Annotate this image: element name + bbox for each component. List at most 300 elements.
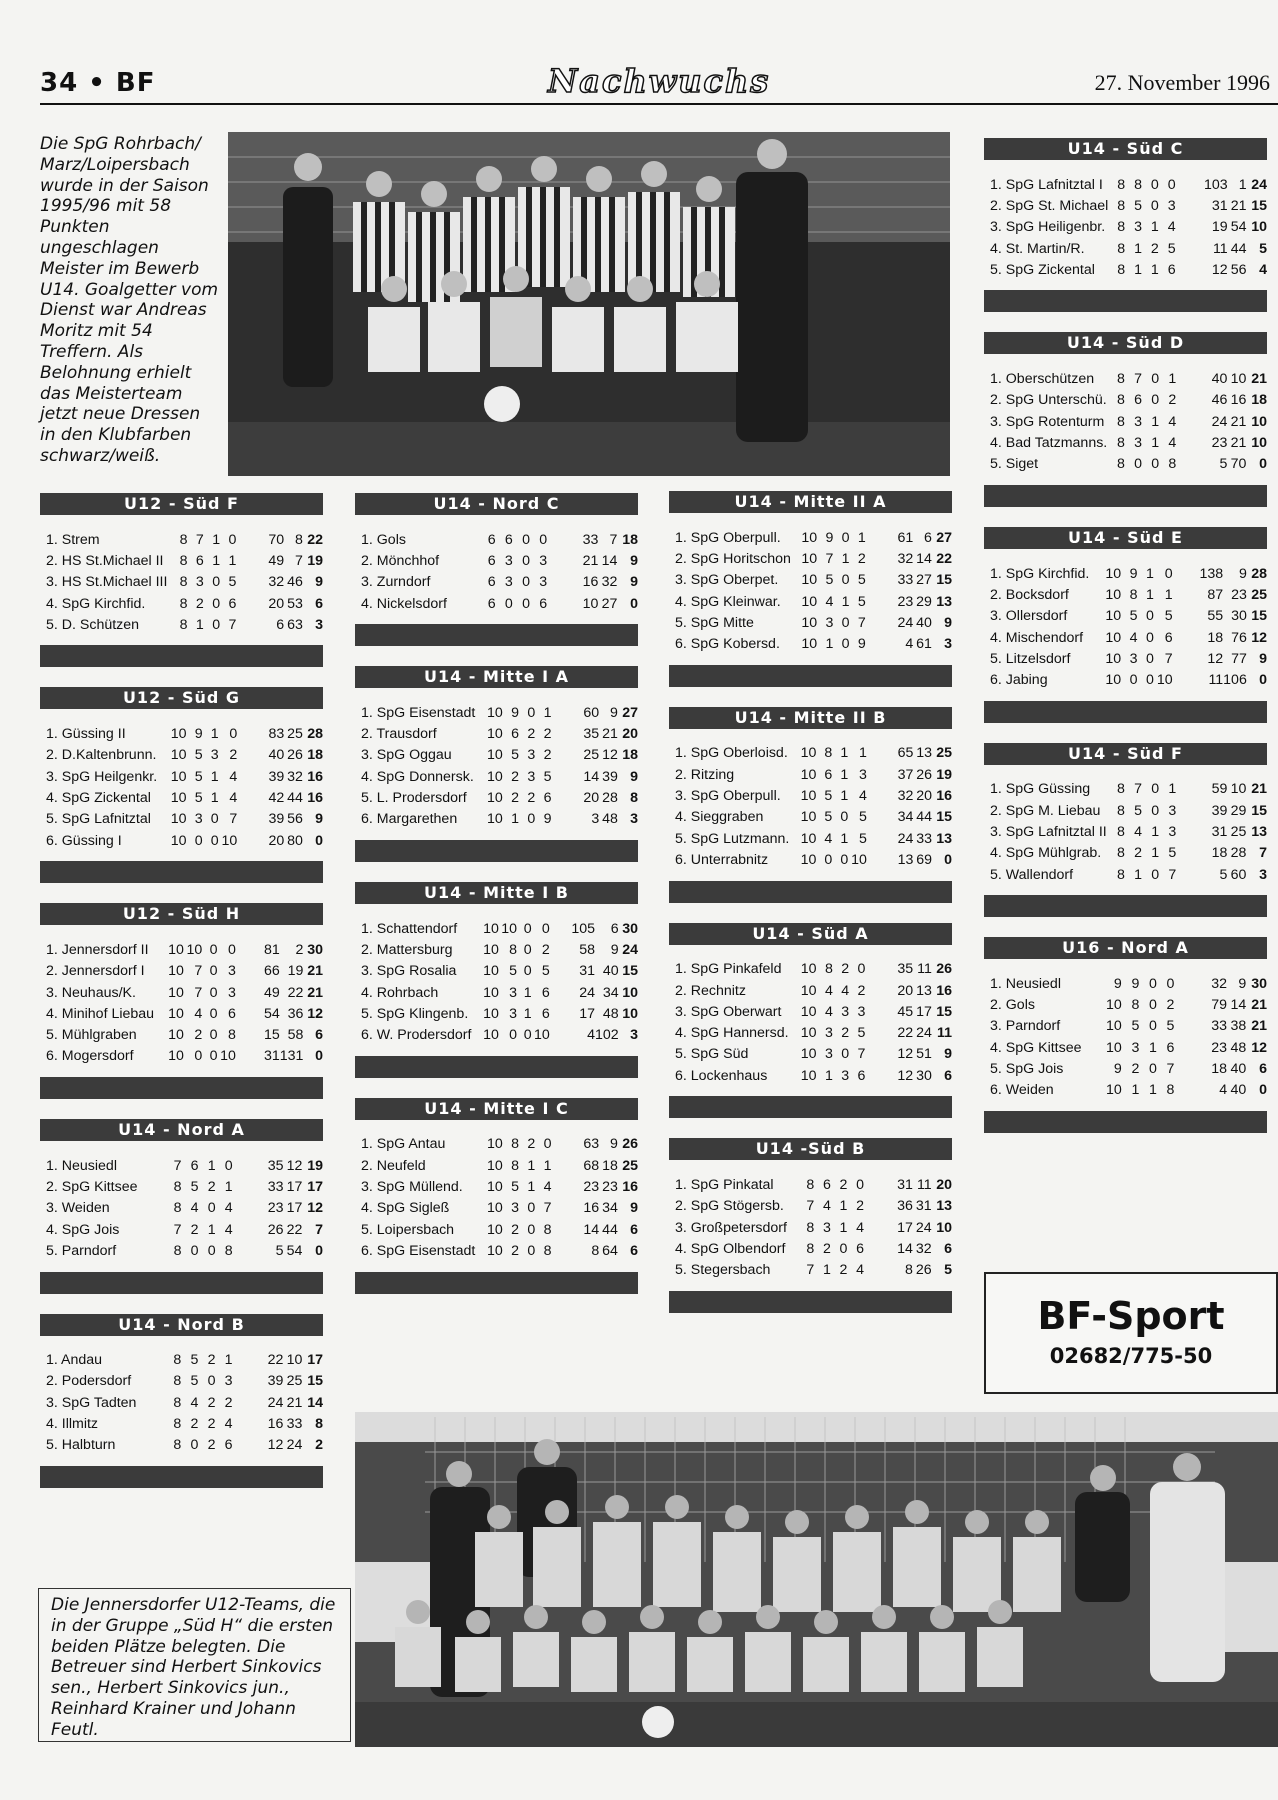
points-cell: 6 [1259,1061,1267,1078]
team-cell: 4. SpG Olbendorf [675,1240,786,1257]
table-row [990,779,1267,800]
goals-against-cell: 32 [915,1240,932,1257]
won-cell: 6 [824,766,833,783]
played-cell: 8 [179,595,188,612]
draw-cell: 2 [527,1136,536,1153]
ad-title: BF-Sport [1037,1294,1225,1338]
goals-for-cell: 3 [591,811,600,828]
table-row [46,723,323,744]
goals-for-cell: 16 [582,574,599,591]
lost-cell: 6 [543,790,552,807]
goals-against-cell: 25 [286,1373,303,1390]
goals-for-cell: 58 [579,941,595,958]
played-cell: 10 [486,1221,503,1238]
goals-against-cell: 30 [1231,608,1247,625]
draw-cell: 1 [1150,261,1159,278]
table-row [361,529,638,550]
goals-for-cell: 8 [905,1262,913,1279]
team-cell: 4. SpG Kleinwar. [675,593,781,610]
lost-cell: 10 [534,1027,550,1044]
goals-against-cell: 23 [1231,586,1247,603]
points-cell: 18 [622,747,638,764]
standings-rows [675,1174,952,1280]
goals-against-cell: 21 [602,726,618,743]
points-cell: 9 [944,614,952,631]
team-cell: 4. SpG Kittsee [990,1039,1082,1056]
goals-for-cell: 70 [268,531,285,548]
goals-for-cell: 33 [582,531,599,548]
points-cell: 12 [1251,629,1267,646]
won-cell: 9 [1131,975,1140,992]
draw-cell: 0 [1146,650,1154,667]
points-cell: 16 [936,982,952,999]
goals-against-cell: 12 [602,747,618,764]
played-cell: 10 [168,941,184,958]
table-row [990,669,1267,690]
played-cell: 8 [173,1200,182,1217]
table-row [990,238,1267,259]
goals-for-cell: 32 [897,788,914,805]
points-cell: 0 [1259,672,1267,689]
played-cell: 10 [483,941,499,958]
lost-cell: 0 [857,961,866,978]
team-cell: 1. SpG Güssing [990,781,1091,798]
played-cell: 10 [1106,1082,1122,1099]
team-cell: 4. SpG Donnersk. [361,768,474,785]
played-cell: 10 [170,832,187,849]
team-cell: 3. SpG Oberpet. [675,572,779,589]
table-row [46,1046,323,1067]
goals-for-cell: 34 [897,809,914,826]
goals-against-cell: 64 [602,1242,618,1259]
won-cell: 0 [504,595,513,612]
played-cell: 10 [486,811,503,828]
points-cell: 30 [1251,975,1267,992]
won-cell: 5 [194,790,203,807]
lost-cell: 7 [857,1046,866,1063]
points-cell: 4 [1259,261,1267,278]
standings-table [984,527,1267,723]
goals-for-cell: 40 [268,747,285,764]
standings-table [40,493,323,667]
lost-cell: 5 [541,963,550,980]
table-row [361,550,638,571]
page-number: 34 • BF [40,68,156,98]
draw-cell: 0 [841,636,850,653]
won-cell: 7 [194,963,203,980]
goals-against-cell: 12 [286,1157,303,1174]
photo2-caption [38,1588,351,1742]
goals-against-cell: 24 [915,1219,932,1236]
team-cell: 5. D. Schützen [46,616,140,633]
standings-rows [990,779,1267,885]
points-cell: 6 [315,1027,323,1044]
played-cell: 6 [487,552,496,569]
table-row [361,1024,638,1045]
goals-against-cell: 17 [286,1178,303,1195]
points-cell: 16 [307,790,323,807]
points-cell: 21 [307,963,323,980]
table-row [675,1196,952,1217]
goals-against-cell: 26 [915,1262,932,1279]
played-cell: 10 [486,1157,503,1174]
points-cell: 9 [315,574,323,591]
table-divider-bar [355,624,638,646]
lost-cell: 10 [851,851,867,868]
won-cell: 3 [824,1046,833,1063]
goals-against-cell: 60 [1230,866,1247,883]
draw-cell: 0 [522,531,530,548]
standings-rows [361,1134,638,1262]
points-cell: 24 [622,941,638,958]
lost-cell: 0 [539,531,548,548]
goals-against-cell: 70 [1230,456,1247,473]
lost-cell: 2 [541,941,550,958]
won-cell: 4 [1129,629,1138,646]
points-cell: 25 [936,745,952,762]
table-row [46,982,323,1003]
points-cell: 26 [936,961,952,978]
won-cell: 3 [1134,219,1142,236]
goals-against-cell: 14 [601,552,618,569]
goals-for-cell: 26 [267,1221,284,1238]
table-row [361,1003,638,1024]
played-cell: 10 [800,1003,817,1020]
team-cell: 1. SpG Oberloisd. [675,745,788,762]
points-cell: 15 [936,1003,952,1020]
draw-cell: 0 [527,1221,536,1238]
standings-column-1 [40,493,323,1508]
goals-for-cell: 23 [897,593,914,610]
goals-against-cell: 33 [916,830,932,847]
standings-table [669,707,952,903]
table-row [990,368,1267,389]
team-cell: 3. Parndorf [990,1018,1061,1035]
draw-cell: 0 [212,616,221,633]
points-cell: 16 [307,768,323,785]
played-cell: 10 [168,1027,184,1044]
played-cell: 10 [486,726,503,743]
standings-rows [990,973,1267,1101]
lost-cell: 1 [1168,371,1177,388]
points-cell: 18 [1251,392,1267,409]
goals-against-cell: 6 [924,529,932,546]
draw-cell: 0 [1148,1018,1157,1035]
table-row [990,1080,1267,1101]
goals-for-cell: 20 [583,790,600,807]
lost-cell: 4 [229,768,238,785]
won-cell: 2 [511,790,520,807]
goals-against-cell: 36 [287,1005,304,1022]
standings-title: U14 - Mitte I C [355,1098,638,1120]
team-cell: 1. Schattendorf [361,920,458,937]
goals-against-cell: 18 [602,1157,618,1174]
table-row [990,390,1267,411]
won-cell: 2 [1134,845,1142,862]
won-cell: 4 [194,1005,203,1022]
table-row [675,570,952,591]
lost-cell: 4 [224,1221,233,1238]
draw-cell: 0 [527,1242,536,1259]
team-cell: 2. Mattersburg [361,941,453,958]
won-cell: 8 [824,745,833,762]
draw-cell: 1 [1151,845,1160,862]
standings-table [984,743,1267,917]
lost-cell: 1 [858,745,867,762]
lost-cell: 0 [856,1176,864,1193]
played-cell: 8 [1117,197,1126,214]
won-cell: 3 [1134,413,1143,430]
won-cell: 3 [824,1025,833,1042]
points-cell: 10 [1251,413,1267,430]
team-cell: 4. Minihof Liebau [46,1005,155,1022]
table-row [990,973,1267,994]
team-cell: 2. Gols [990,997,1035,1014]
team-cell: 1. Neusiedl [990,975,1061,992]
draw-cell: 3 [841,1003,850,1020]
lost-cell: 8 [227,1027,236,1044]
team-cell: 6. Weiden [990,1082,1054,1099]
goals-against-cell: 23 [602,1178,618,1195]
played-cell: 10 [170,790,187,807]
points-cell: 6 [944,1067,952,1084]
lost-cell: 2 [857,550,866,567]
played-cell: 10 [801,550,818,567]
won-cell: 3 [822,1219,831,1236]
lost-cell: 4 [856,1262,864,1279]
lost-cell: 4 [858,788,867,805]
draw-cell: 2 [207,1437,216,1454]
team-cell: 4. Mischendorf [990,629,1084,646]
lost-cell: 7 [857,614,866,631]
lost-cell: 2 [543,747,552,764]
played-cell: 6 [487,574,496,591]
lost-cell: 0 [543,1136,552,1153]
points-cell: 10 [1251,435,1267,452]
draw-cell: 1 [840,830,849,847]
goals-against-cell: 48 [1230,1039,1247,1056]
played-cell: 10 [170,747,187,764]
lost-cell: 0 [227,941,236,958]
goals-against-cell: 11 [917,961,932,978]
points-cell: 20 [622,726,638,743]
won-cell: 9 [1129,565,1138,582]
points-cell: 9 [630,768,638,785]
photo2-caption-text: Die Jennersdorfer U12-Teams, die in der Gruppe „Süd H“ die ersten beiden Plätze belegten. Die Betreuer sind Herbert Sinkovics sen., Herbert Sinkovics jun., Reinhard Krainer und Johann Feutl. [51,1595,336,1740]
points-cell: 12 [307,1005,323,1022]
goals-against-cell: 29 [1230,802,1247,819]
played-cell: 10 [486,1178,503,1195]
lost-cell: 8 [543,1221,552,1238]
goals-against-cell: 20 [916,788,932,805]
points-cell: 17 [307,1178,323,1195]
goals-for-cell: 23 [1211,435,1228,452]
team-cell: 3. Weiden [46,1200,110,1217]
lost-cell: 4 [224,1200,233,1217]
played-cell: 8 [173,1373,182,1390]
goals-for-cell: 5 [1219,866,1228,883]
goals-against-cell: 10 [286,1352,303,1369]
draw-cell: 0 [1148,975,1157,992]
draw-cell: 2 [207,1352,216,1369]
played-cell: 10 [483,963,499,980]
goals-against-cell: 51 [916,1046,932,1063]
played-cell: 8 [1117,261,1126,278]
team-cell: 3. SpG Lafnitztal II [990,823,1107,840]
table-divider-bar [40,1466,323,1488]
goals-against-cell: 24 [916,1025,932,1042]
won-cell: 6 [504,531,513,548]
table-row [990,584,1267,605]
goals-for-cell: 21 [582,552,599,569]
won-cell: 1 [1134,240,1142,257]
team-cell: 5. Siget [990,456,1039,473]
played-cell: 10 [1105,629,1122,646]
lost-cell: 5 [543,768,552,785]
lost-cell: 5 [857,1025,866,1042]
goals-against-cell: 44 [287,790,303,807]
draw-cell: 1 [840,745,849,762]
won-cell: 8 [511,1157,520,1174]
goals-for-cell: 24 [897,830,914,847]
goals-for-cell: 4 [587,1027,595,1044]
standings-title: U14 - Mitte I B [355,882,638,904]
won-cell: 0 [190,1242,199,1259]
played-cell: 10 [801,529,818,546]
points-cell: 16 [936,788,952,805]
won-cell: 3 [825,614,834,631]
team-cell: 4. SpG Hannersd. [675,1025,789,1042]
draw-cell: 1 [839,1219,848,1236]
won-cell: 7 [825,550,834,567]
team-cell: 3. SpG Oberwart [675,1003,782,1020]
standings-rows [990,368,1267,474]
won-cell: 1 [195,616,204,633]
played-cell: 10 [801,614,818,631]
draw-cell: 1 [1146,565,1154,582]
lost-cell: 6 [856,1240,864,1257]
goals-against-cell: 44 [1230,240,1247,257]
goals-against-cell: 2 [295,941,304,958]
goals-against-cell: 31 [915,1198,932,1215]
won-cell: 1 [1134,261,1142,278]
goals-for-cell: 11 [1212,240,1228,257]
lost-cell: 1 [1168,781,1177,798]
goals-against-cell: 25 [287,726,303,743]
goals-for-cell: 35 [897,961,914,978]
played-cell: 8 [173,1394,182,1411]
won-cell: 1 [1134,866,1142,883]
goals-for-cell: 42 [268,790,285,807]
bf-sport-ad [984,1272,1278,1394]
team-cell: 6. Lockenhaus [675,1067,768,1084]
standings-title: U14 - Nord C [355,493,638,515]
won-cell: 4 [190,1200,199,1217]
played-cell: 10 [800,830,817,847]
won-cell: 1 [824,1067,833,1084]
goals-for-cell: 35 [267,1157,284,1174]
team-cell: 5. Wallendorf [990,866,1074,883]
table-divider-bar [984,1111,1267,1133]
goals-for-cell: 138 [1199,565,1224,582]
lost-cell: 7 [1166,1061,1175,1078]
table-row [46,1413,323,1434]
played-cell: 10 [170,811,187,828]
goals-for-cell: 11 [1208,672,1224,689]
draw-cell: 0 [212,595,221,612]
goals-for-cell: 25 [583,747,600,764]
table-row [675,764,952,785]
points-cell: 19 [307,552,323,569]
table-row [361,572,638,593]
points-cell: 12 [1251,1039,1267,1056]
points-cell: 19 [307,1157,323,1174]
won-cell: 5 [509,963,517,980]
points-cell: 13 [936,1198,952,1215]
won-cell: 6 [511,726,520,743]
standings-table [669,923,952,1119]
team-cell: 4. St. Martin/R. [990,240,1085,257]
played-cell: 8 [806,1240,815,1257]
points-cell: 15 [307,1373,323,1390]
table-row [675,980,952,1001]
team-cell: 5. Mühlgraben [46,1027,137,1044]
standings-table [40,687,323,883]
team-cell: 1. SpG Oberpull. [675,529,781,546]
table-divider-bar [669,1291,952,1313]
table-row [990,800,1267,821]
lost-cell: 1 [857,529,866,546]
table-row [675,548,952,569]
won-cell: 4 [1134,823,1142,840]
table-row [46,809,323,830]
table-row [675,1001,952,1022]
won-cell: 5 [190,1178,199,1195]
goals-against-cell: 38 [1230,1018,1247,1035]
team-cell: 5. Parndorf [46,1242,117,1259]
table-row [990,195,1267,216]
table-row [46,1435,323,1456]
table-row [675,527,952,548]
table-row [46,1024,323,1045]
table-row [361,1134,638,1155]
draw-cell: 4 [841,982,850,999]
lost-cell: 6 [1166,1039,1175,1056]
team-cell: 6. Unterrabnitz [675,851,769,868]
won-cell: 5 [511,747,520,764]
points-cell: 27 [936,529,952,546]
draw-cell: 0 [1151,456,1160,473]
draw-cell: 0 [209,1027,218,1044]
lost-cell: 4 [1168,413,1177,430]
points-cell: 9 [630,552,638,569]
standings-table [984,937,1267,1133]
won-cell: 2 [194,1027,203,1044]
won-cell: 6 [190,1157,199,1174]
draw-cell: 1 [212,552,221,569]
goals-for-cell: 33 [897,572,914,589]
goals-for-cell: 12 [1207,650,1224,667]
table-divider-bar [40,645,323,667]
points-cell: 21 [1251,371,1267,388]
draw-cell: 2 [841,1025,850,1042]
goals-for-cell: 60 [583,704,600,721]
won-cell: 8 [509,941,517,958]
played-cell: 8 [1117,176,1126,193]
draw-cell: 1 [210,726,219,743]
goals-for-cell: 20 [268,595,285,612]
table-row [46,572,323,593]
